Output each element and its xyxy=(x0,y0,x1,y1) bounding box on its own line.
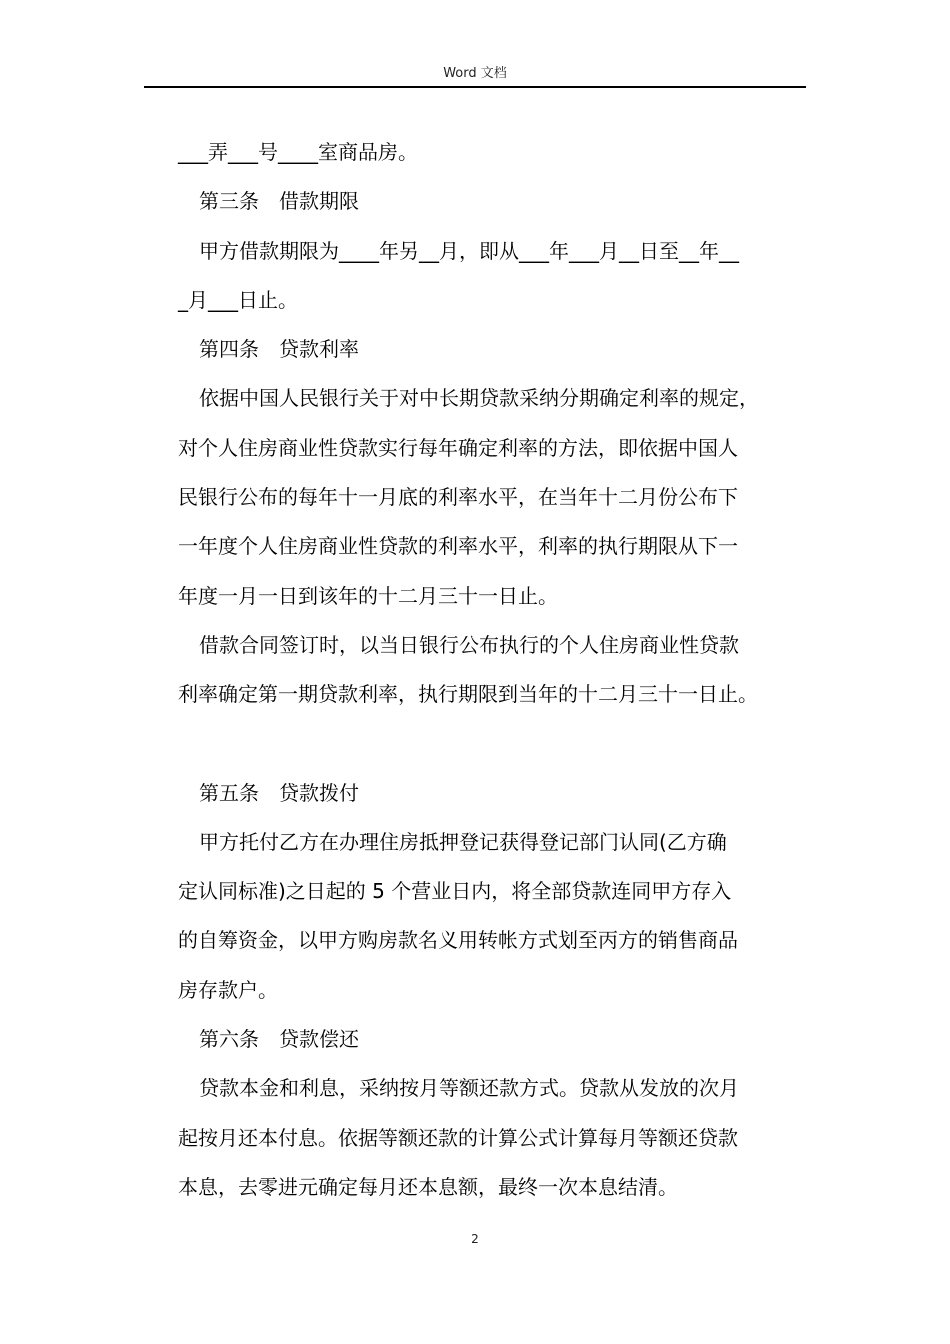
body-line: 一年度个人住房商业性贷款的利率水平，利率的执行期限从下一 xyxy=(178,534,738,559)
body-line: 对个人住房商业性贷款实行每年确定利率的方法，即依据中国人 xyxy=(178,435,738,460)
body-line: 甲方托付乙方在办理住房抵押登记获得登记部门认同(乙方确 xyxy=(199,829,727,854)
body-line: 起按月还本付息。依据等额还款的计算公式计算每月等额还贷款 xyxy=(178,1125,738,1150)
article-heading: 第六条 贷款偿还 xyxy=(199,1027,359,1052)
body-line: 民银行公布的每年十一月底的利率水平，在当年十二月份公布下 xyxy=(178,485,738,510)
body-line: 甲方借款期限为____年另__月，即从___年___月__日至__年__ xyxy=(199,238,739,263)
blank-line xyxy=(178,720,818,769)
body-line: 的自筹资金，以甲方购房款名义用转帐方式划至丙方的销售商品 xyxy=(178,928,738,953)
article-heading: 第四条 贷款利率 xyxy=(199,337,359,362)
body-line: 利率确定第一期贷款利率，执行期限到当年的十二月三十一日止。 xyxy=(178,682,758,707)
body-line: ___弄___号____室商品房。 xyxy=(178,140,418,164)
page-number: 2 xyxy=(471,1232,479,1246)
body-line: 依据中国人民银行关于对中长期贷款采纳分期确定利率的规定， xyxy=(199,386,759,411)
header-rule xyxy=(144,86,806,88)
article-heading: 第五条 贷款拨付 xyxy=(199,780,359,805)
body-line: 定认同标准)之日起的 5 个营业日内，将全部贷款连同甲方存入 xyxy=(178,879,732,904)
body-line: 本息，去零进元确定每月还本息额，最终一次本息结清。 xyxy=(178,1174,678,1199)
body-line: 房存款户。 xyxy=(178,977,278,1002)
document-body xyxy=(178,128,818,1212)
body-line: _月___日止。 xyxy=(178,287,298,312)
page-header: Word 文档 xyxy=(443,66,507,81)
article-heading: 第三条 借款期限 xyxy=(199,189,359,214)
body-line: 借款合同签订时，以当日银行公布执行的个人住房商业性贷款 xyxy=(199,632,739,657)
body-line: 贷款本金和利息，采纳按月等额还款方式。贷款从发放的次月 xyxy=(199,1076,739,1101)
body-line: 年度一月一日到该年的十二月三十一日止。 xyxy=(178,583,558,608)
